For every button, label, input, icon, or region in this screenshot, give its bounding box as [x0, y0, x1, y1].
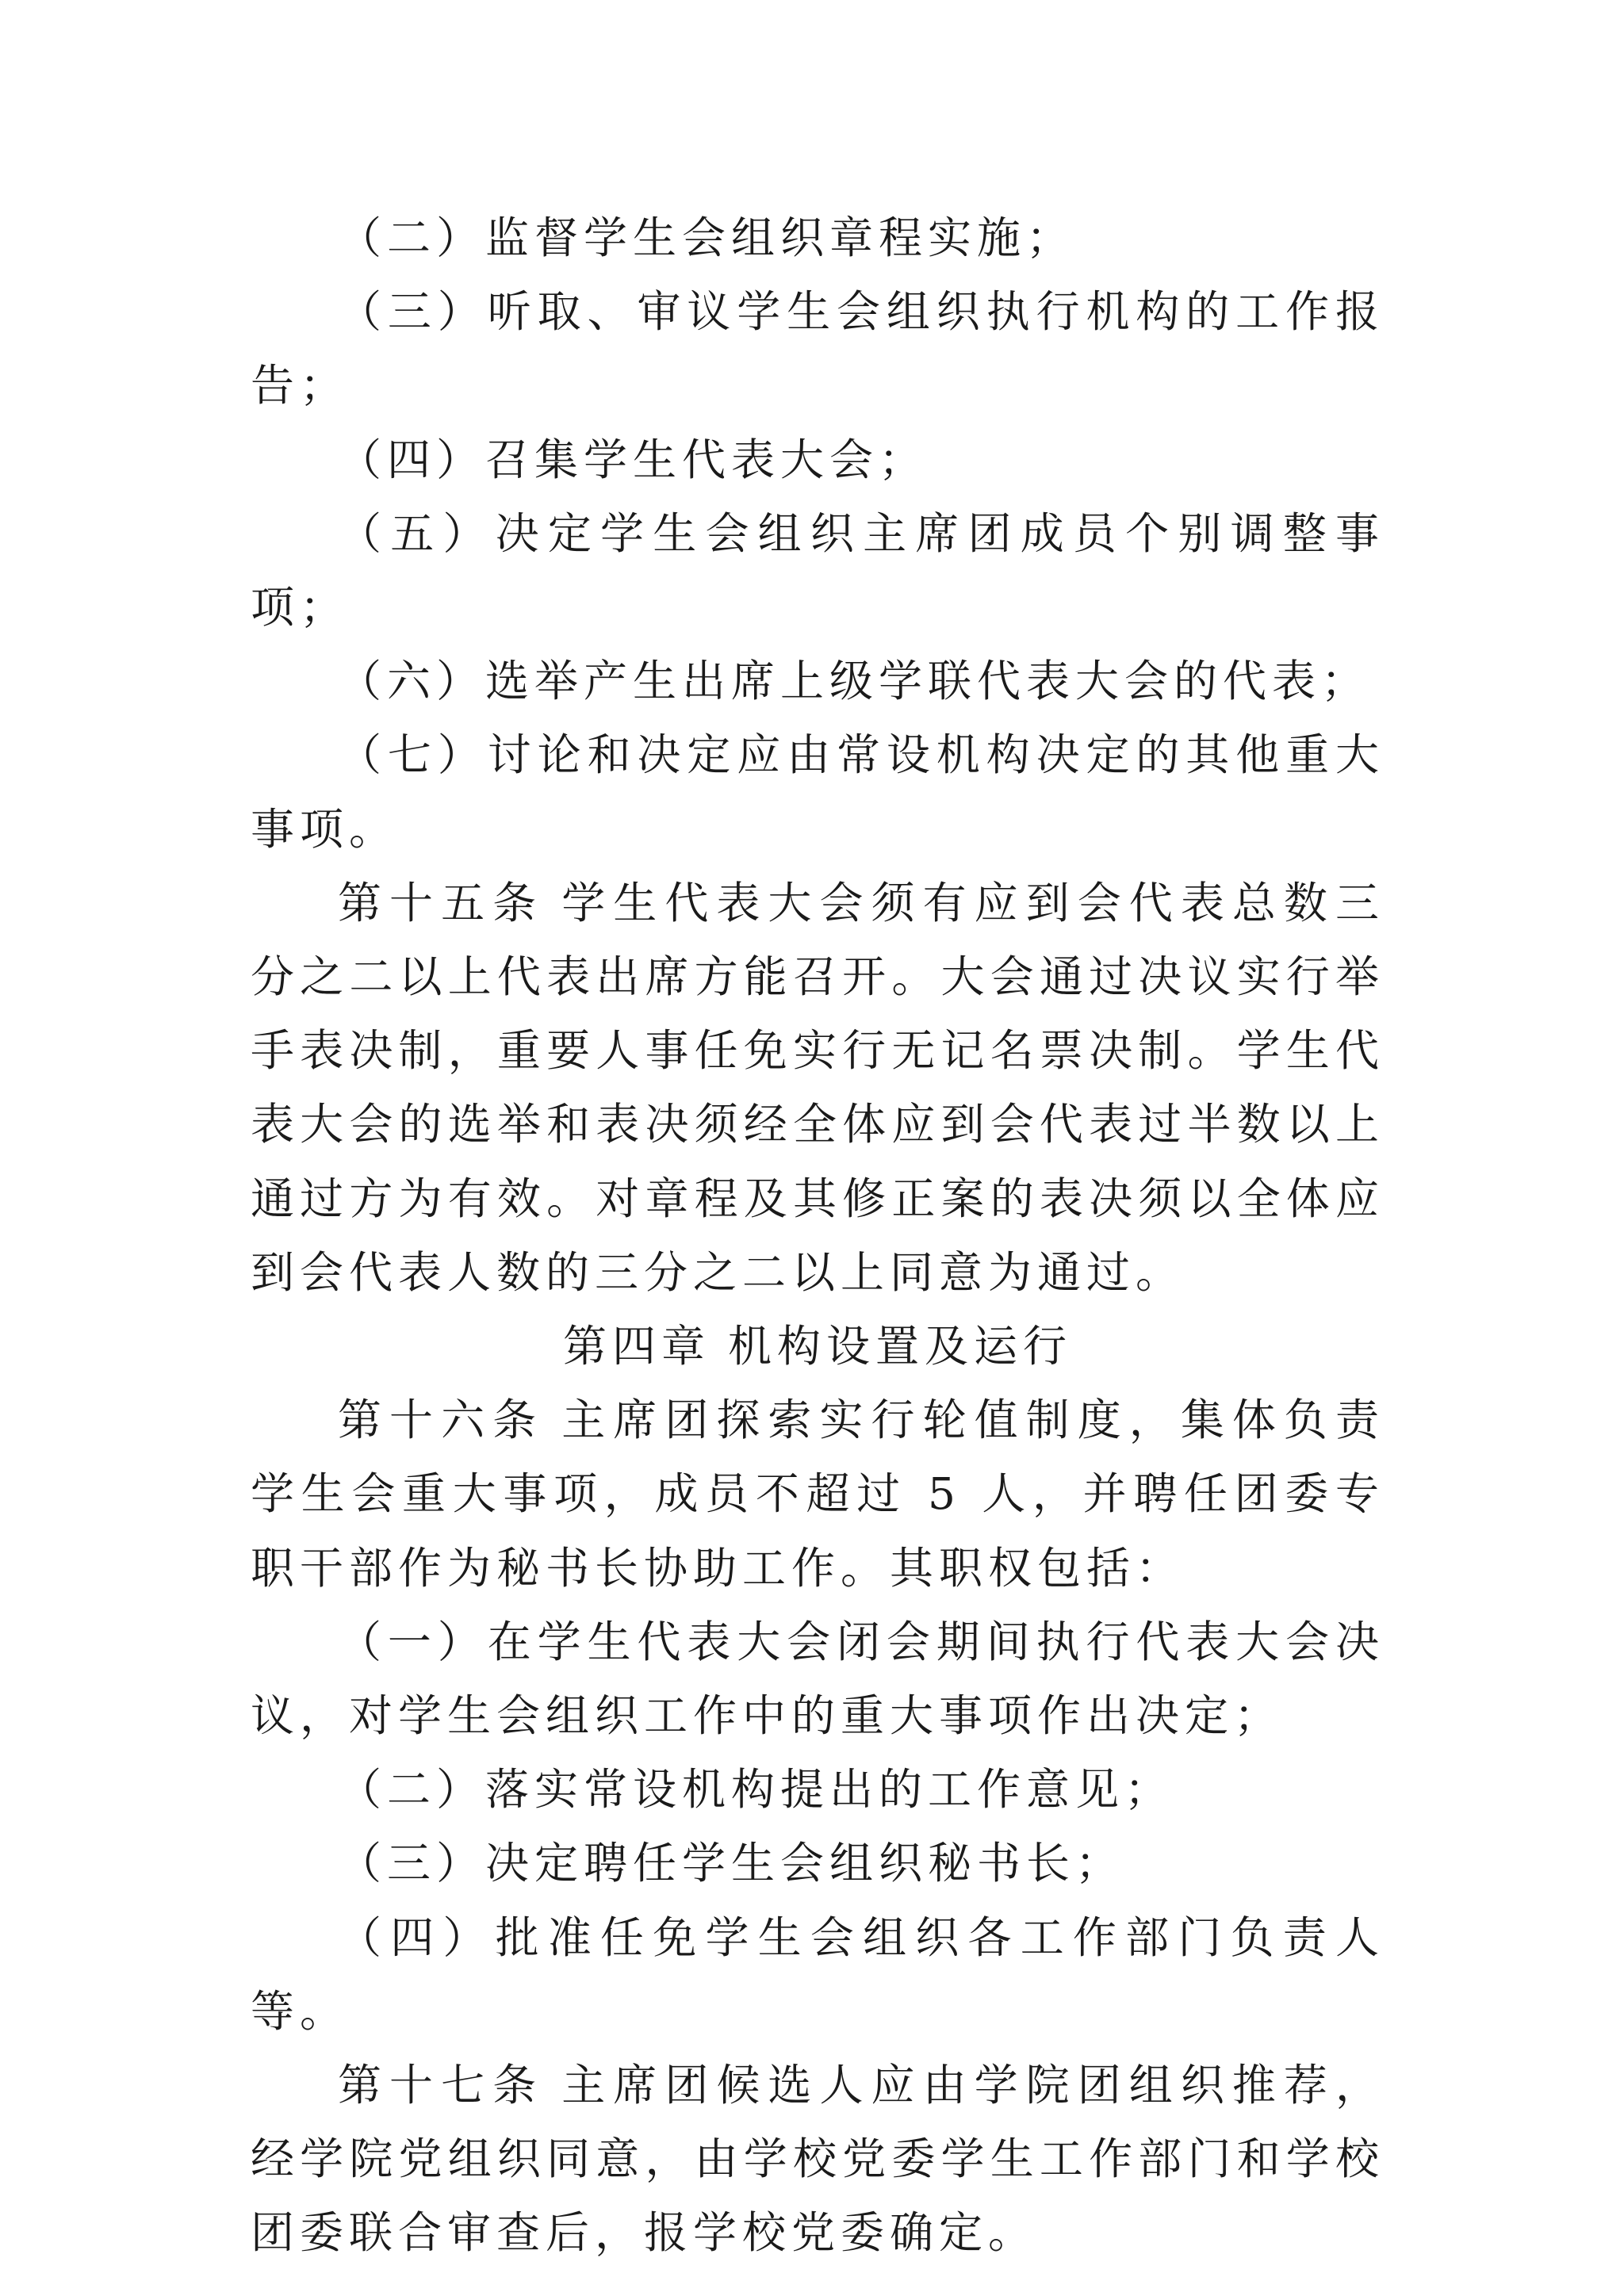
list-item: （五）决定学生会组织主席团成员个别调整事项；	[251, 507, 1385, 633]
list-item: （六）选举产生出席上级学联代表大会的代表；	[338, 656, 1371, 707]
chapter-title: 机构设置及运行	[728, 1321, 1073, 1372]
article-17	[251, 2049, 1385, 2271]
article-text: 主席团探索实行轮值制度，集体负责学生会重大事项，成员不超过 5 人，并聘任团委专职干部作为秘书长协助工作。其职权包括：	[251, 1395, 1385, 1594]
list-item: （二）监督学生会组织章程实施；	[338, 212, 1076, 263]
list-item: （四）批准任免学生会组织各工作部门负责人等。	[251, 1911, 1385, 2037]
article-16	[251, 1383, 1385, 1605]
list-item: （一）在学生代表大会闭会期间执行代表大会决议，对学生会组织工作中的重大事项作出决定；	[251, 1616, 1385, 1742]
list-item: （三）听取、审议学生会组织执行机构的工作报告；	[251, 286, 1385, 411]
article-text: 主席团候选人应由学院团组织推荐，经学院党组织同意，由学校党委学生工作部门和学校团委联合审查后，报学校党委确定。	[251, 2060, 1385, 2259]
list-item: （四）召集学生代表大会；	[338, 434, 929, 485]
article-number: 第十七条	[338, 2060, 545, 2111]
list-item: （二）落实常设机构提出的工作意见；	[338, 1764, 1174, 1816]
article-text: 学生代表大会须有应到会代表总数三分之二以上代表出席方能召开。大会通过决议实行举手表决制，重要人事任免实行无记名票决制。学生代表大会的选举和表决须经全体应到会代表过半数以上通过方为有效。对章程及其修正案的表决须以全体应到会代表人数的三分之二以上同意为通过。	[251, 877, 1385, 1298]
list-item: （三）决定聘任学生会组织秘书长；	[338, 1838, 1125, 1889]
list-item: （七）讨论和决定应由常设机构决定的其他重大事项。	[251, 729, 1385, 855]
article-number: 第十五条	[338, 877, 545, 928]
chapter-number: 第四章	[562, 1321, 710, 1372]
chapter-heading	[251, 1310, 1385, 1383]
article-number: 第十六条	[338, 1395, 545, 1446]
article-15	[251, 867, 1385, 1310]
document-body	[251, 201, 1385, 2271]
